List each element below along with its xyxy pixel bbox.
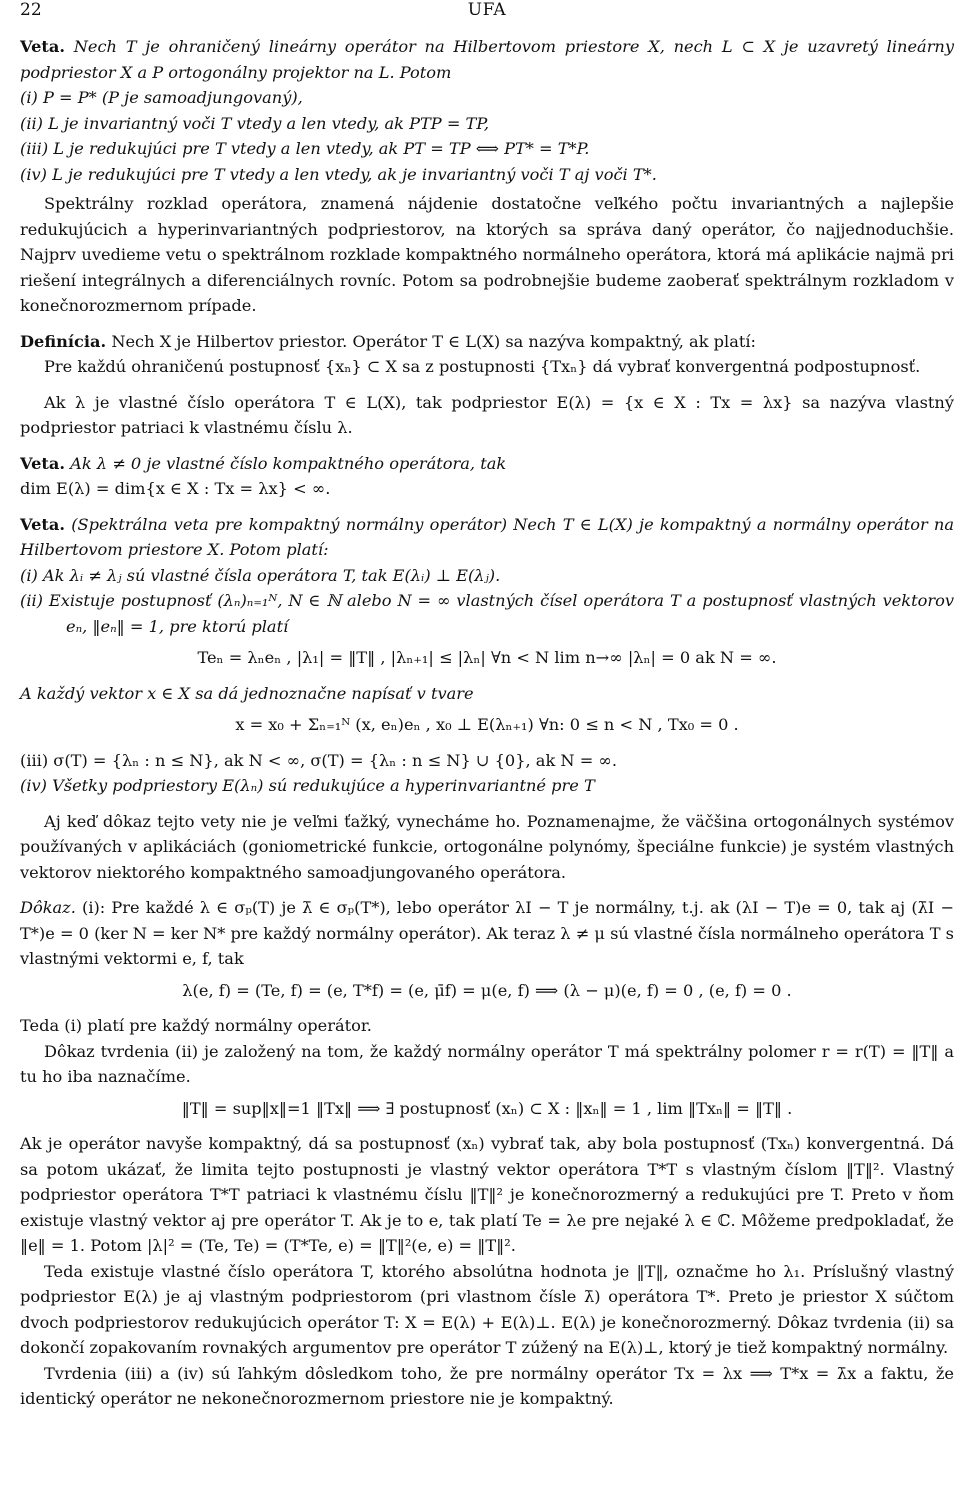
theorem-line: A každý vektor x ∈ X sa dá jednoznačne napísať v tvare [20, 683, 474, 703]
theorem-item: (i) P = P* (P je samoadjungovaný), [20, 88, 303, 107]
eigenspace-paragraph: Ak λ je vlastné číslo operátora T ∈ L(X), tak podpriestor E(λ) = {x ∈ X : Tx = λx} sa nazýva vlastný podpriestor patriaci k vlastnému číslu λ. [20, 392, 954, 437]
theorem-label: Veta. [20, 453, 65, 473]
theorem-statement: Ak λ ≠ 0 je vlastné číslo kompaktného operátora, tak [70, 453, 507, 473]
display-equation: x = x₀ + Σₙ₌₁ᴺ (x, eₙ)eₙ , x₀ ⊥ E(λₙ₊₁) ∀n: 0 ≤ n < N , Tx₀ = 0 . [235, 715, 739, 734]
theorem-label: Veta. [20, 37, 65, 56]
dimension-formula: dim E(λ) = dim{x ∈ X : Tx = λx} < ∞. [20, 479, 331, 498]
theorem-item: (i) Ak λᵢ ≠ λⱼ sú vlastné čísla operátora T, tak E(λᵢ) ⊥ E(λⱼ). [20, 565, 501, 585]
proof-text: Tvrdenia (iii) a (iv) sú ľahkým dôsledkom toho, že pre normálny operátor Tx = λx ⟹ T*x = λ̄x a faktu, že identický operátor ne nekonečnorozmernom priestore nie je kompaktný. [20, 1363, 954, 1408]
theorem-statement: Nech T je ohraničený lineárny operátor na Hilbertovom priestore X, nech L ⊂ X je uzavretý lineárny podpriestor X a P ortogonálny projektor na L. Potom [20, 37, 955, 82]
definition-label: Definícia. [20, 331, 107, 351]
theorem-item: (iii) L je redukujúci pre T vtedy a len vtedy, ak PT = TP ⟺ PT* = T*P. [20, 139, 590, 158]
definition-compact [20, 329, 954, 380]
theorem-invariant-subspaces [20, 34, 954, 187]
proof-text: Ak je operátor navyše kompaktný, dá sa postupnosť (xₙ) vybrať tak, aby bola postupnosť (Txₙ) konvergentná. Dá sa potom ukázať, že limita tejto postupnosti je vlastný vektor operátora T*T s vlastným číslom ‖T‖². Vlastný podpriestor operátora T*T patriaci k vlastnému číslu ‖T‖² je konečnorozmerný a redukujúci pre T. Preto v ňom existuje vlastný vektor aj pre operátor T. Ak je to e, tak platí Te = λe pre nejaké λ ∈ ℂ. Môžeme predpokladať, že ‖e‖ = 1. Potom |λ|² = (Te, Te) = (T*Te, e) = ‖T‖²(e, e) = ‖T‖². [20, 1134, 954, 1255]
display-equation: λ(e, f) = (Te, f) = (e, T*f) = (e, μ̄f) = μ(e, f) ⟹ (λ − μ)(e, f) = 0 , (e, f) = 0 . [182, 980, 792, 1000]
theorem-label: Veta. [20, 514, 65, 534]
page-header [20, 0, 954, 34]
proof-text: Teda existuje vlastné číslo operátora T, ktorého absolútna hodnota je ‖T‖, označme ho λ₁. Príslušný vlastný podpriestor E(λ) je aj vlastným podpriestorom (pri vlastnom čísle λ̄) operátora T*. Preto je priestor X súčtom dvoch podpriestorov redukujúcich operátor T: X = E(λ) + E(λ)⊥. E(λ) je konečnorozmerný. Dôkaz tvrdenia (ii) sa dokončí zopakovaním rovnakých argumentov pre operátor T zúžený na E(λ)⊥, ktorý je tiež kompaktný normálny. [20, 1261, 954, 1357]
intro-paragraph: Spektrálny rozklad operátora, znamená nájdenie dostatočne veľkého počtu invariantných a najlepšie redukujúcich a hyperinvariantných podpriestorov, na ktorých sa správa daný operátor, čo najjednoduchšie. Najprv uvedieme vetu o spektrálnom rozklade kompaktného normálneho operátora, ktorá má aplikácie najmä pri riešení integrálnych a diferenciálnych rovníc. Potom sa podrobnejšie budeme zaoberať spektrálnym rozkladom v konečnorozmernom prípade. [20, 194, 954, 315]
theorem-finite-dimension [20, 451, 954, 502]
running-title: UFA [467, 0, 507, 20]
proof-label: Dôkaz. [20, 898, 76, 917]
display-equation: ‖T‖ = sup‖x‖=1 ‖Tx‖ ⟹ ∃ postupnosť (xₙ) ⊂ X : ‖xₙ‖ = 1 , lim ‖Txₙ‖ = ‖T‖ . [181, 1098, 793, 1118]
theorem-item: (iii) σ(T) = {λₙ : n ≤ N}, ak N < ∞, σ(T) = {λₙ : n ≤ N} ∪ {0}, ak N = ∞. [20, 750, 618, 770]
proof-text: Dôkaz tvrdenia (ii) je založený na tom, že každý normálny operátor T má spektrálny polomer r = r(T) = ‖T‖ a tu ho iba naznačíme. [20, 1041, 954, 1086]
spectral-theorem [20, 512, 954, 799]
proof [20, 895, 954, 1412]
document-page [20, 0, 954, 1500]
proof-text: (i): Pre každé λ ∈ σₚ(T) je λ̄ ∈ σₚ(T*), lebo operátor λI − T je normálny, t.j. ak (λI − T)e = 0, tak aj (λ̄I − T*)e = 0 (ker N = ker N* pre každý normálny operátor). Ak teraz λ ≠ μ sú vlastné čísla normálneho operátora T s vlastnými vektormi e, f, tak [20, 898, 954, 968]
theorem-item: (ii) L je invariantný voči T vtedy a len vtedy, ak PTP = TP, [20, 113, 490, 133]
display-equation: Teₙ = λₙeₙ , |λ₁| = ‖T‖ , |λₙ₊₁| ≤ |λₙ| ∀n < N lim n→∞ |λₙ| = 0 ak N = ∞. [197, 648, 777, 667]
theorem-item: (iv) Všetky podpriestory E(λₙ) sú redukujúce a hyperinvariantné pre T [20, 776, 595, 795]
theorem-item: (iv) L je redukujúci pre T vtedy a len vtedy, ak je invariantný voči T aj voči T*. [20, 164, 657, 184]
theorem-item: (ii) Existuje postupnosť (λₙ)ₙ₌₁ᴺ, N ∈ ℕ alebo N = ∞ vlastných čísel operátora T a postupnosť vlastných vektorov eₙ, ‖eₙ‖ = 1, pre ktorú platí [20, 591, 954, 636]
theorem-statement: (Spektrálna veta pre kompaktný normálny operátor) Nech T ∈ L(X) je kompaktný a normálny operátor na Hilbertovom priestore X. Potom platí: [20, 514, 955, 559]
definition-text: Nech X je Hilbertov priestor. Operátor T ∈ L(X) sa nazýva kompaktný, ak platí: [111, 331, 756, 351]
remark-paragraph: Aj keď dôkaz tejto vety nie je veľmi ťažký, vynecháme ho. Poznamenajme, že väčšina ortogonálnych systémov používaných v aplikáciách (goniometrické funkcie, ortogonálne polynómy, špeciálne funkcie) je systém vlastných vektorov niektorého kompaktného samoadjungovaného operátora. [20, 811, 954, 882]
page-number: 22 [20, 0, 42, 20]
definition-condition: Pre každú ohraničenú postupnosť {xₙ} ⊂ X sa z postupnosti {Txₙ} dá vybrať konvergentná podpostupnosť. [44, 357, 921, 376]
proof-text: Teda (i) platí pre každý normálny operátor. [20, 1016, 372, 1035]
